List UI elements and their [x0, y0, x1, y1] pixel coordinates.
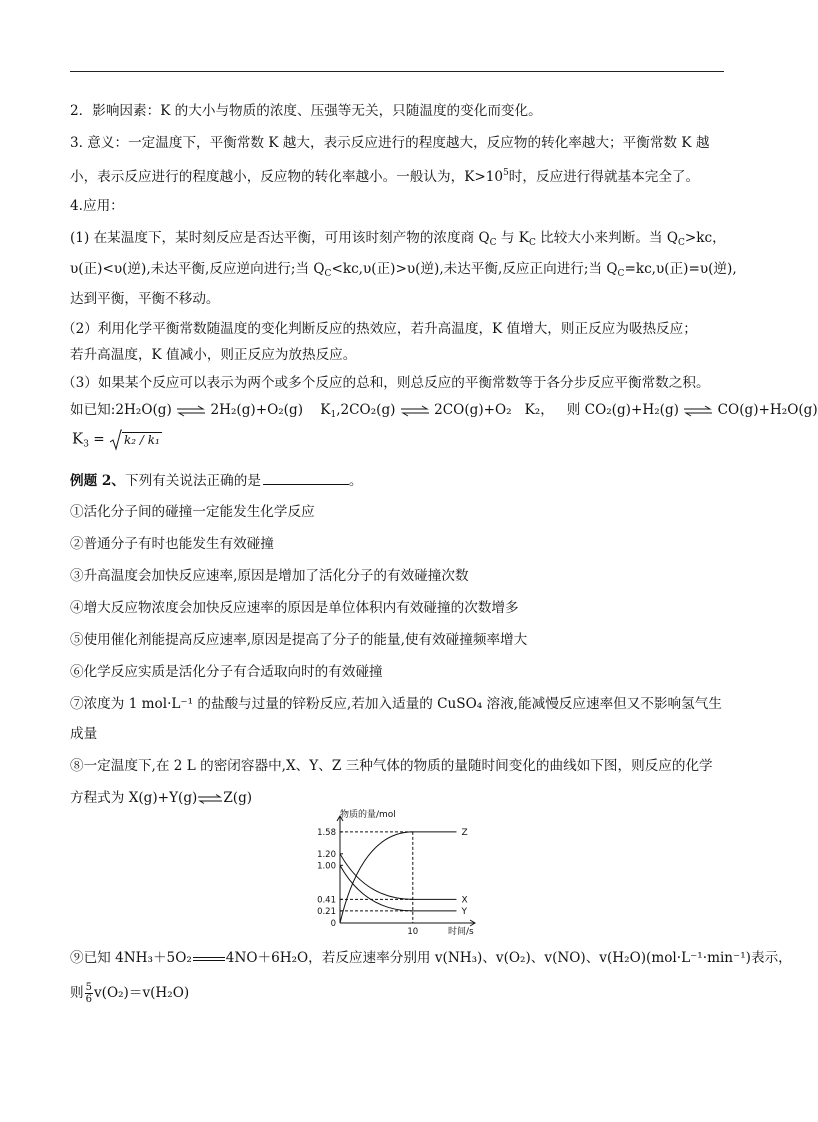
y-axis-label: 物质的量/mol — [340, 810, 396, 820]
reaction-equals-icon — [192, 954, 226, 964]
option-item: ①活化分子间的碰撞一定能发生化学反应 — [70, 504, 315, 520]
equilibrium-arrow-icon — [683, 405, 713, 417]
square-root-icon — [109, 429, 122, 451]
option-item: ⑨已知 4NH₃＋5O₂ 4NO＋6H₂O，若反应速率分别用 v(NH₃)、v(O₂)、v(NO)、v(H₂O)(mol·L⁻¹·min⁻¹)表示， — [70, 950, 792, 966]
k3-formula: $K_3 = k_2 / k_1$ — [72, 429, 160, 450]
option-item: ③升高温度会加快反应速率,原因是增加了活化分子的有效碰撞次数 — [70, 568, 469, 584]
option-item-cont: 方程式为 X(g)+Y(g) Z(g) — [70, 790, 253, 806]
x-axis-label: 时间/s — [448, 927, 474, 937]
equilibrium-arrow-icon — [176, 405, 206, 417]
header-rule — [70, 71, 724, 72]
option-item-cont: 则 $\frac{5}{6}$ v(O₂)＝v(H₂O) — [70, 982, 190, 1005]
application-title: 4.应用： — [70, 198, 124, 214]
option-item-cont: 成量 — [70, 726, 98, 742]
y-tick-label: 1.58 — [317, 827, 336, 838]
equilibrium-arrow-icon — [400, 405, 430, 417]
equilibrium-arrow-icon — [197, 794, 223, 804]
y-tick-label: 1.00 — [317, 861, 336, 872]
fraction-five-sixths: $\frac{5}{6}$ — [85, 982, 92, 1005]
app1-line-1: (1) 在某温度下，某时刻反应是否达平衡，可用该时刻产物的浓度商 $Q_C$ 与 $K_C$ 比较大小来判断。当 $Q_C>kc$， — [70, 230, 726, 248]
factor-line: 2．影响因素：K 的大小与物质的浓度、压强等无关，只随温度的变化而变化。 — [70, 103, 542, 119]
option-item: ⑥化学反应实质是活化分子有合适取向时的有效碰撞 — [70, 664, 383, 680]
meaning-line-1: 3. 意义：一定温度下，平衡常数 K 越大，表示反应进行的程度越大，反应物的转化率越大；平衡常数 K 越 — [70, 135, 710, 151]
y-tick-label: 1.20 — [317, 849, 336, 860]
app2-line-2: 若升高温度，K 值减小，则正反应为放热反应。 — [70, 347, 357, 363]
series-line-x — [340, 854, 456, 900]
series-label-z: Z — [461, 827, 468, 838]
x-tick-label: 10 — [407, 927, 419, 937]
y-tick-label: 0.41 — [317, 895, 336, 906]
app2-line-1: （2）利用化学平衡常数随温度的变化判断反应的热效应，若升高温度，K 值增大，则正反应为吸热反应； — [62, 321, 697, 337]
option-item: ②普通分子有时也能发生有效碰撞 — [70, 536, 274, 552]
app1-line-2: υ(正)<υ(逆),未达平衡,反应逆向进行;当 $Q_C<kc,\upsilon$(正)>υ(逆),未达平衡,反应正向进行;当 $Q_C=kc,\upsilon$(正)=υ(逆), — [70, 261, 737, 279]
example-2-question: 例题 2、下列有关说法正确的是 。 — [70, 473, 363, 489]
app1-line-3: 达到平衡，平衡不移动。 — [70, 291, 220, 307]
series-label-x: X — [461, 895, 468, 906]
option-item: ④增大反应物浓度会加快反应速率的原因是单位体积内有效碰撞的次数增多 — [70, 600, 519, 616]
meaning-line-2: 小，表示反应进行的程度越小，反应物的转化率越小。一般认为，$K>10^5$时，反应进行得就基本完全了。 — [70, 168, 700, 185]
option-item: ⑧一定温度下,在 2 L 的密闭容器中,X、Y、Z 三种气体的物质的量随时间变化的曲线如下图，则反应的化学 — [70, 758, 713, 774]
option-item: ⑦浓度为 1 mol·L⁻¹ 的盐酸与过量的锌粉反应,若加入适量的 CuSO₄ 溶液,能减慢反应速率但又不影响氢气生 — [70, 696, 722, 712]
answer-blank[interactable] — [263, 471, 349, 485]
app3-line-1: （3）如果某个反应可以表示为两个或多个反应的总和，则总反应的平衡常数等于各分步反应平衡常数之积。 — [62, 375, 710, 391]
amount-vs-time-chart — [300, 810, 480, 940]
y-tick-label: 0.21 — [317, 906, 336, 917]
option-item: ⑤使用催化剂能提高反应速率,原因是提高了分子的能量,使有效碰撞频率增大 — [70, 632, 528, 648]
example-reactions-line: 如已知:2H₂O(g) 2H₂(g)+O₂(g) $K_1,2CO_2(g)$ 2CO(g)+O₂ K₂， 则 CO₂(g)+H₂(g) CO(g)+H₂O(g) — [70, 402, 818, 420]
y-tick-label: 0 — [330, 919, 336, 929]
series-label-y: Y — [461, 906, 467, 917]
